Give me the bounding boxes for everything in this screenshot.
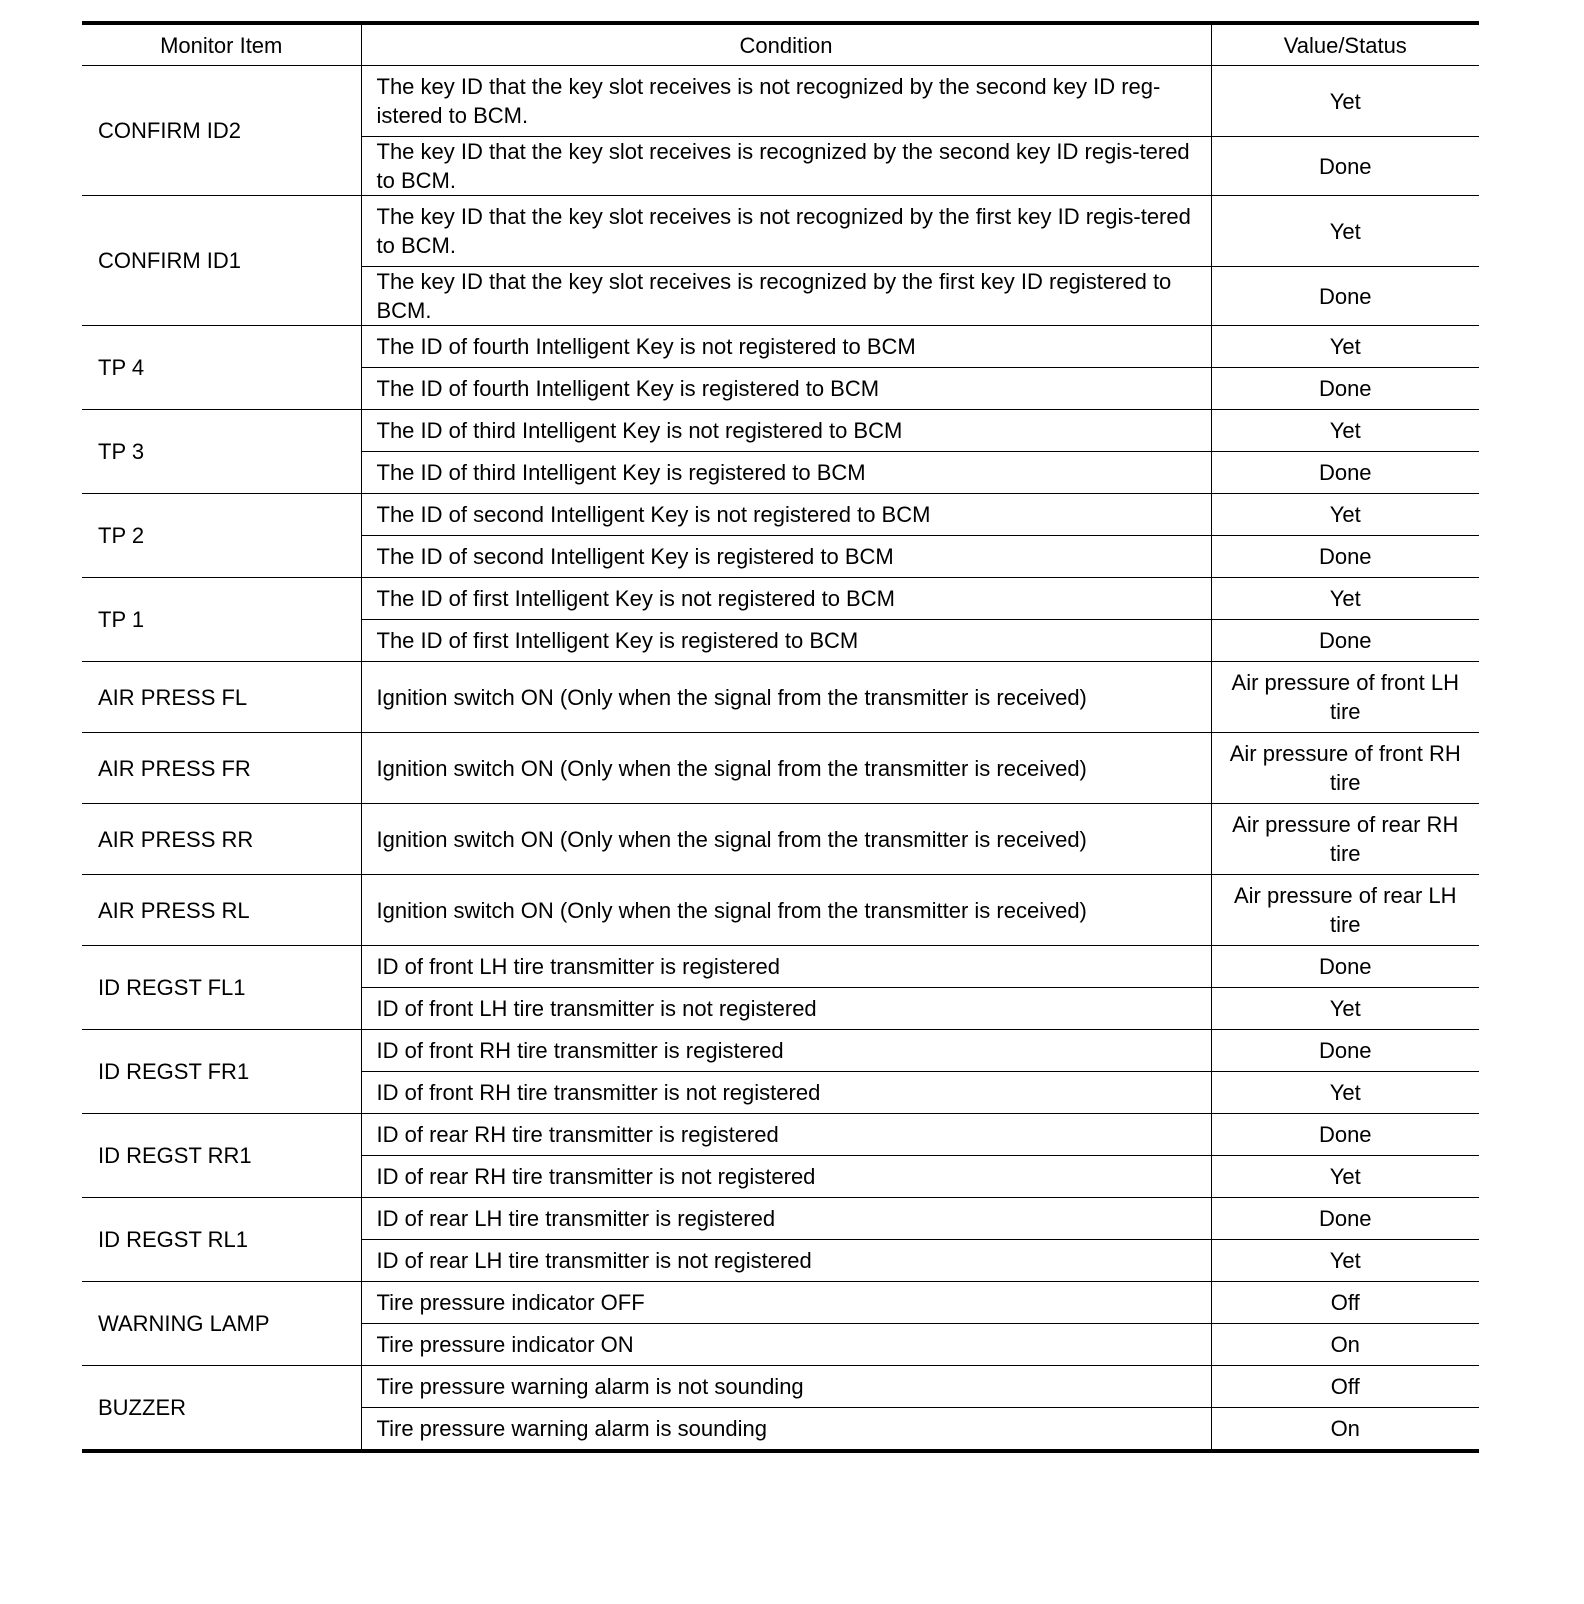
value-status-cell: Air pressure of front LH tire	[1211, 662, 1479, 733]
value-status-cell: Yet	[1211, 1072, 1479, 1114]
condition-cell: The ID of third Intelligent Key is registered to BCM	[361, 452, 1211, 494]
value-status-cell: Done	[1211, 1114, 1479, 1156]
table-row	[82, 410, 1479, 452]
monitor-item-cell: TP 2	[82, 494, 361, 578]
monitor-item-cell: CONFIRM ID2	[82, 66, 361, 196]
value-status-cell: Yet	[1211, 1156, 1479, 1198]
monitor-item-cell: AIR PRESS RR	[82, 804, 361, 875]
table-row	[82, 804, 1479, 875]
table-row	[82, 1366, 1479, 1408]
table-header-row	[82, 23, 1479, 66]
value-status-cell: Yet	[1211, 988, 1479, 1030]
condition-cell: Tire pressure warning alarm is not sounding	[361, 1366, 1211, 1408]
value-status-cell: On	[1211, 1324, 1479, 1366]
table-row	[82, 662, 1479, 733]
value-status-cell: Yet	[1211, 326, 1479, 368]
header-condition: Condition	[361, 23, 1211, 66]
monitor-item-cell: TP 4	[82, 326, 361, 410]
value-status-cell: Off	[1211, 1282, 1479, 1324]
condition-cell: ID of front LH tire transmitter is not registered	[361, 988, 1211, 1030]
value-status-cell: Done	[1211, 946, 1479, 988]
condition-cell: ID of rear RH tire transmitter is registered	[361, 1114, 1211, 1156]
monitor-item-cell: CONFIRM ID1	[82, 196, 361, 326]
monitor-item-cell: WARNING LAMP	[82, 1282, 361, 1366]
monitor-item-cell: AIR PRESS RL	[82, 875, 361, 946]
value-status-cell: Air pressure of front RH tire	[1211, 733, 1479, 804]
table-row	[82, 946, 1479, 988]
value-status-cell: Done	[1211, 620, 1479, 662]
value-status-cell: Yet	[1211, 1240, 1479, 1282]
table-row	[82, 578, 1479, 620]
condition-cell: The key ID that the key slot receives is recognized by the first key ID registered to BCM.	[361, 267, 1211, 326]
condition-cell: Tire pressure indicator ON	[361, 1324, 1211, 1366]
condition-cell: The ID of third Intelligent Key is not registered to BCM	[361, 410, 1211, 452]
table-row	[82, 1282, 1479, 1324]
monitor-item-cell: TP 1	[82, 578, 361, 662]
condition-cell: Tire pressure warning alarm is sounding	[361, 1408, 1211, 1452]
table-row	[82, 494, 1479, 536]
condition-cell: The ID of fourth Intelligent Key is registered to BCM	[361, 368, 1211, 410]
value-status-cell: Done	[1211, 452, 1479, 494]
header-value-status: Value/Status	[1211, 23, 1479, 66]
condition-cell: ID of front RH tire transmitter is registered	[361, 1030, 1211, 1072]
monitor-item-table	[82, 21, 1479, 1453]
condition-cell: Ignition switch ON (Only when the signal from the transmitter is received)	[361, 733, 1211, 804]
monitor-item-cell: TP 3	[82, 410, 361, 494]
condition-cell: Ignition switch ON (Only when the signal from the transmitter is received)	[361, 662, 1211, 733]
condition-cell: ID of rear LH tire transmitter is not registered	[361, 1240, 1211, 1282]
condition-cell: The key ID that the key slot receives is recognized by the second key ID regis-tered to BCM.	[361, 137, 1211, 196]
table-row	[82, 733, 1479, 804]
monitor-item-cell: ID REGST FL1	[82, 946, 361, 1030]
value-status-cell: Air pressure of rear RH tire	[1211, 804, 1479, 875]
value-status-cell: Yet	[1211, 66, 1479, 137]
value-status-cell: Done	[1211, 368, 1479, 410]
table-row	[82, 1198, 1479, 1240]
condition-cell: ID of rear LH tire transmitter is registered	[361, 1198, 1211, 1240]
condition-cell: The key ID that the key slot receives is not recognized by the second key ID reg-istered to BCM.	[361, 66, 1211, 137]
header-monitor-item: Monitor Item	[82, 23, 361, 66]
condition-cell: Ignition switch ON (Only when the signal from the transmitter is received)	[361, 804, 1211, 875]
monitor-item-cell: ID REGST RL1	[82, 1198, 361, 1282]
value-status-cell: On	[1211, 1408, 1479, 1452]
condition-cell: Ignition switch ON (Only when the signal from the transmitter is received)	[361, 875, 1211, 946]
value-status-cell: Yet	[1211, 196, 1479, 267]
monitor-item-cell: BUZZER	[82, 1366, 361, 1452]
table-row	[82, 875, 1479, 946]
condition-cell: ID of front LH tire transmitter is registered	[361, 946, 1211, 988]
value-status-cell: Air pressure of rear LH tire	[1211, 875, 1479, 946]
table-row	[82, 196, 1479, 267]
condition-cell: The key ID that the key slot receives is not recognized by the first key ID regis-tered to BCM.	[361, 196, 1211, 267]
condition-cell: The ID of fourth Intelligent Key is not registered to BCM	[361, 326, 1211, 368]
value-status-cell: Yet	[1211, 494, 1479, 536]
condition-cell: The ID of second Intelligent Key is not registered to BCM	[361, 494, 1211, 536]
condition-cell: The ID of first Intelligent Key is not registered to BCM	[361, 578, 1211, 620]
value-status-cell: Done	[1211, 1198, 1479, 1240]
condition-cell: Tire pressure indicator OFF	[361, 1282, 1211, 1324]
condition-cell: ID of front RH tire transmitter is not registered	[361, 1072, 1211, 1114]
condition-cell: The ID of first Intelligent Key is registered to BCM	[361, 620, 1211, 662]
table-row	[82, 66, 1479, 137]
monitor-item-cell: ID REGST FR1	[82, 1030, 361, 1114]
condition-cell: The ID of second Intelligent Key is registered to BCM	[361, 536, 1211, 578]
value-status-cell: Done	[1211, 267, 1479, 326]
monitor-item-cell: AIR PRESS FR	[82, 733, 361, 804]
table-body	[82, 66, 1479, 1452]
value-status-cell: Yet	[1211, 578, 1479, 620]
value-status-cell: Off	[1211, 1366, 1479, 1408]
table-row	[82, 1030, 1479, 1072]
table-row	[82, 326, 1479, 368]
monitor-item-cell: ID REGST RR1	[82, 1114, 361, 1198]
value-status-cell: Done	[1211, 536, 1479, 578]
monitor-item-cell: AIR PRESS FL	[82, 662, 361, 733]
condition-cell: ID of rear RH tire transmitter is not registered	[361, 1156, 1211, 1198]
value-status-cell: Done	[1211, 137, 1479, 196]
table-row	[82, 1114, 1479, 1156]
value-status-cell: Yet	[1211, 410, 1479, 452]
value-status-cell: Done	[1211, 1030, 1479, 1072]
